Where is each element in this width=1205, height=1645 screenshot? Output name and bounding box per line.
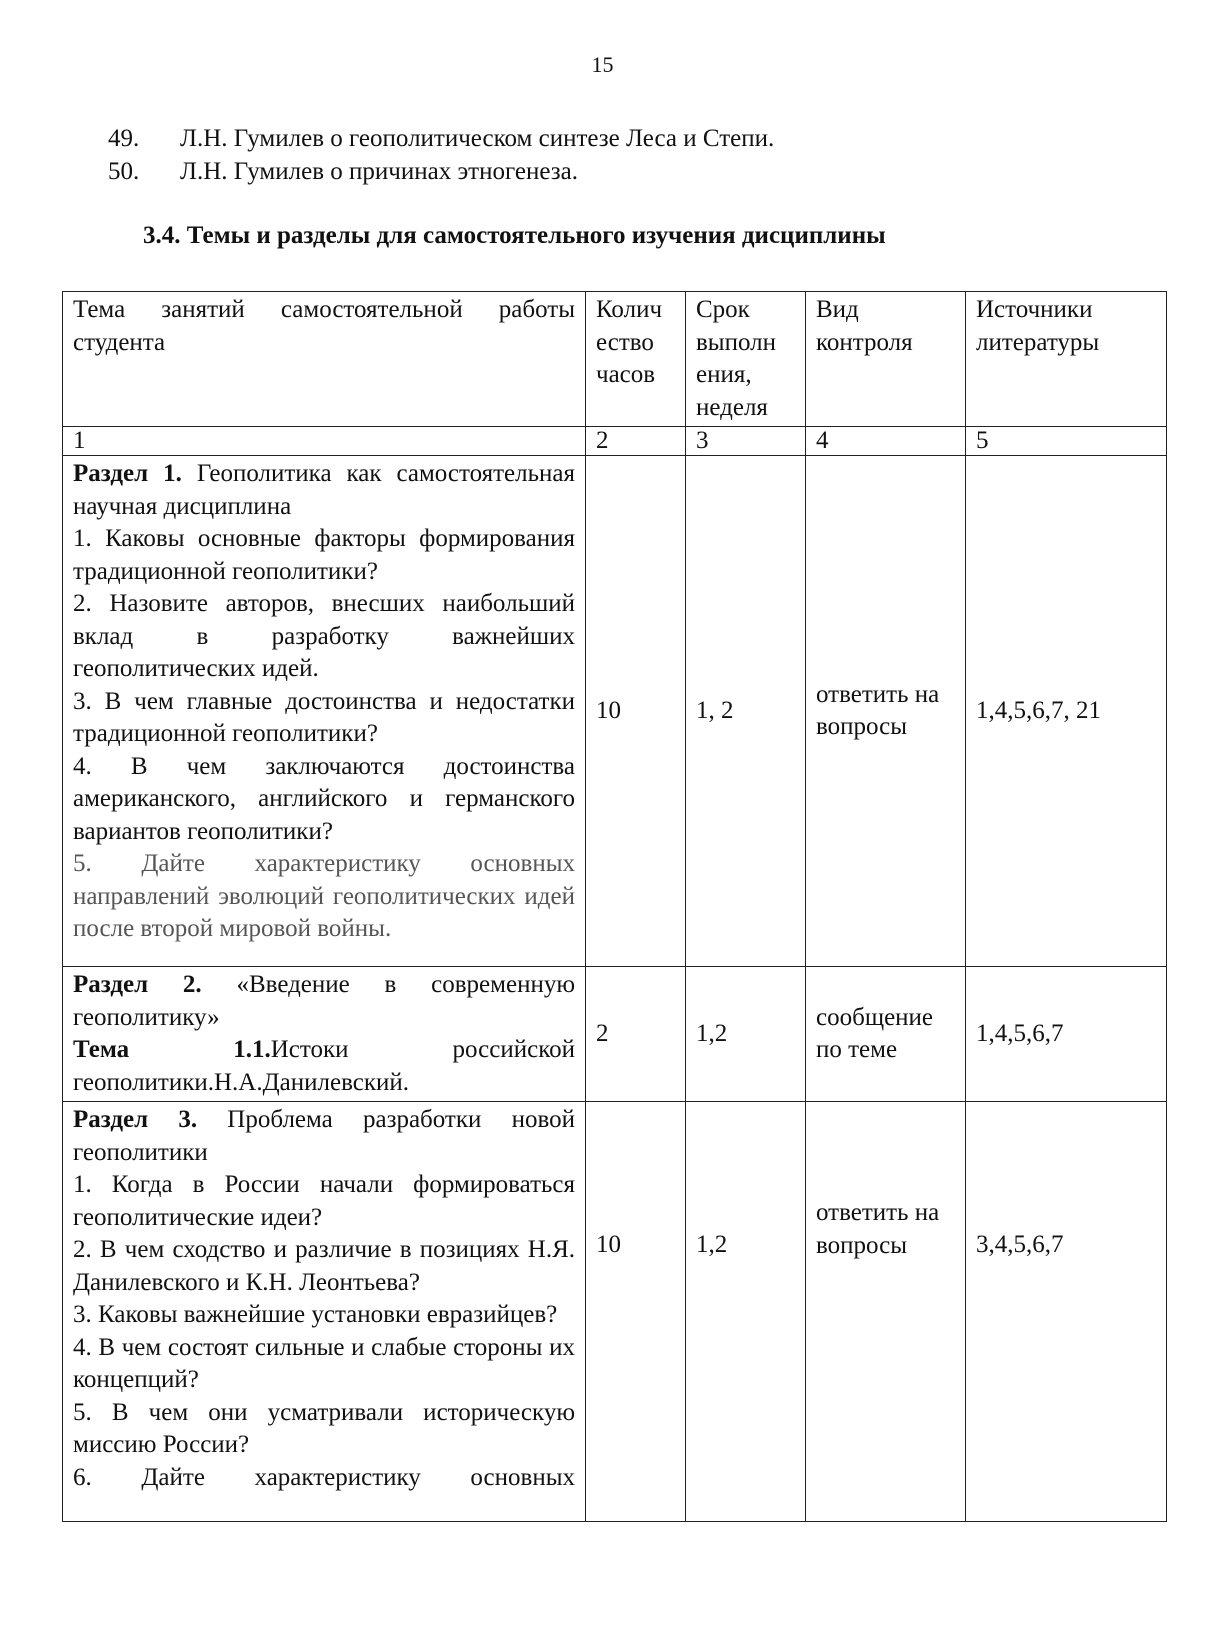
column-number: 5: [966, 427, 1167, 456]
question-item: 3. Каковы важнейшие установки евразийцев?: [73, 1301, 558, 1328]
table-row: [63, 967, 1167, 1102]
row-topic: [63, 456, 586, 967]
column-number: 4: [806, 427, 966, 456]
row-term: 1,2: [686, 967, 806, 1102]
column-number: 3: [686, 427, 806, 456]
section-label: Раздел 1.: [73, 460, 182, 487]
row-sources: 1,4,5,6,7: [966, 967, 1167, 1102]
section-label: Раздел 3.: [73, 1106, 198, 1133]
table-row: [63, 456, 1167, 967]
list-item-text: Л.Н. Гумилев о геополитическом синтезе Леса и Степи.: [180, 125, 775, 152]
question-item: 6. Дайте характеристику основных: [73, 1463, 575, 1491]
self-study-table: [62, 291, 1167, 1522]
topic-title: Истоки российской геополитики.Н.А.Данилевский.: [73, 1036, 575, 1096]
question-item: 2. Назовите авторов, внесших наибольший вклад в разработку важнейших геополитических идей.: [73, 590, 575, 682]
list-item: [108, 122, 774, 155]
numbered-list: [108, 122, 774, 188]
header-hours: Колич ество часов: [586, 292, 686, 427]
row-hours: 10: [586, 456, 686, 967]
list-item-text: Л.Н. Гумилев о причинах этногенеза.: [180, 158, 578, 185]
row-sources: 1,4,5,6,7, 21: [966, 456, 1167, 967]
row-control: сообщение по теме: [806, 967, 966, 1102]
row-control: ответить на вопросы: [806, 1102, 966, 1522]
header-topic: Тема занятий самостоятельной работы студента: [63, 292, 586, 427]
header-term: Срок выполн ения, неделя: [686, 292, 806, 427]
row-hours: 2: [586, 967, 686, 1102]
question-item: 5. В чем они усматривали историческую миссию России?: [73, 1398, 575, 1458]
row-term: 1, 2: [686, 456, 806, 967]
column-number-row: [63, 427, 1167, 456]
question-item: 4. В чем состоят сильные и слабые стороны их концепций?: [73, 1333, 575, 1393]
section-label: Раздел 2.: [73, 971, 202, 998]
table-row: [63, 1102, 1167, 1522]
row-topic: [63, 967, 586, 1102]
section-title: «Введение в современную геополитику»: [73, 971, 575, 1031]
section-title: Геополитика как самостоятельная научная дисциплина: [73, 460, 575, 520]
page-number: 15: [591, 52, 614, 77]
column-number: 2: [586, 427, 686, 456]
column-number: 1: [63, 427, 586, 456]
list-item-number: 50.: [108, 158, 140, 185]
list-item-number: 49.: [108, 125, 140, 152]
header-control: Вид контроля: [806, 292, 966, 427]
question-item: 2. В чем сходство и различие в позициях Н.Я. Данилевского и К.Н. Леонтьева?: [73, 1236, 575, 1296]
question-item: 1. Каковы основные факторы формирования традиционной геополитики?: [73, 525, 575, 585]
question-item: 3. В чем главные достоинства и недостатки традиционной геополитики?: [73, 687, 575, 747]
row-hours: 10: [586, 1102, 686, 1522]
question-item: 1. Когда в России начали формироваться геополитические идеи?: [73, 1171, 575, 1231]
question-item: 5. Дайте характеристику основных направлений эволюций геополитических идей после второй мировой войны.: [73, 850, 575, 942]
topic-label: Тема 1.1.: [73, 1036, 271, 1063]
section-title: Проблема разработки новой геополитики: [73, 1106, 575, 1166]
row-topic: [63, 1102, 586, 1522]
row-sources: 3,4,5,6,7: [966, 1102, 1167, 1522]
row-term: 1,2: [686, 1102, 806, 1522]
section-heading: 3.4. Темы и разделы для самостоятельного изучения дисциплины: [143, 222, 886, 249]
header-sources: Источники литературы: [966, 292, 1167, 427]
question-item: 4. В чем заключаются достоинства американского, английского и германского вариантов геополитики?: [73, 752, 575, 845]
table-header-row: [63, 292, 1167, 427]
list-item: [108, 155, 774, 188]
row-control: ответить на вопросы: [806, 456, 966, 967]
